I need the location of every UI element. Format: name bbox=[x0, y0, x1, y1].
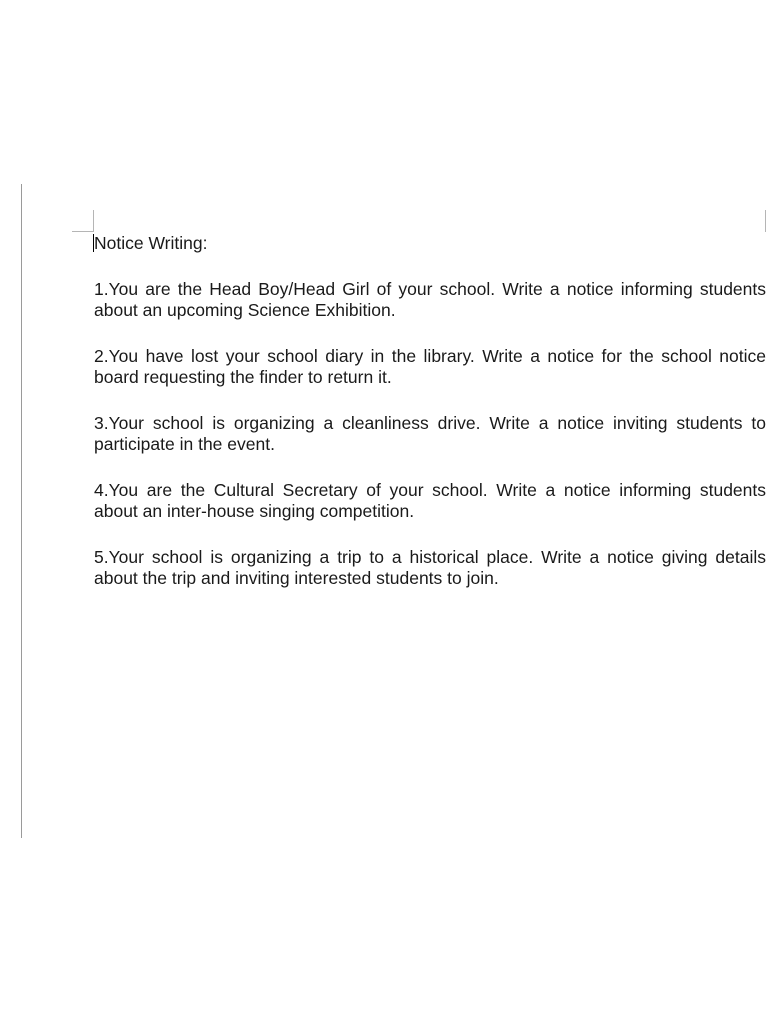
question-item: 3.Your school is organizing a cleanliness drive. Write a notice inviting students to participate in the event. bbox=[94, 413, 766, 454]
question-item: 1.You are the Head Boy/Head Girl of your school. Write a notice informing students about an upcoming Science Exhibition. bbox=[94, 279, 766, 320]
question-item: 5.Your school is organizing a trip to a historical place. Write a notice giving details about the trip and inviting interested students to join. bbox=[94, 547, 766, 588]
margin-corner-mark-horizontal bbox=[72, 231, 93, 232]
page-left-edge bbox=[21, 184, 22, 838]
margin-corner-mark-vertical bbox=[93, 210, 94, 232]
document-title: Notice Writing: bbox=[94, 233, 208, 253]
question-item: 2.You have lost your school diary in the library. Write a notice for the school notice board requesting the finder to return it. bbox=[94, 346, 766, 387]
right-margin-mark bbox=[765, 210, 766, 232]
document-body[interactable] bbox=[94, 232, 766, 614]
question-item: 4.You are the Cultural Secretary of your school. Write a notice informing students about an inter-house singing competition. bbox=[94, 480, 766, 521]
